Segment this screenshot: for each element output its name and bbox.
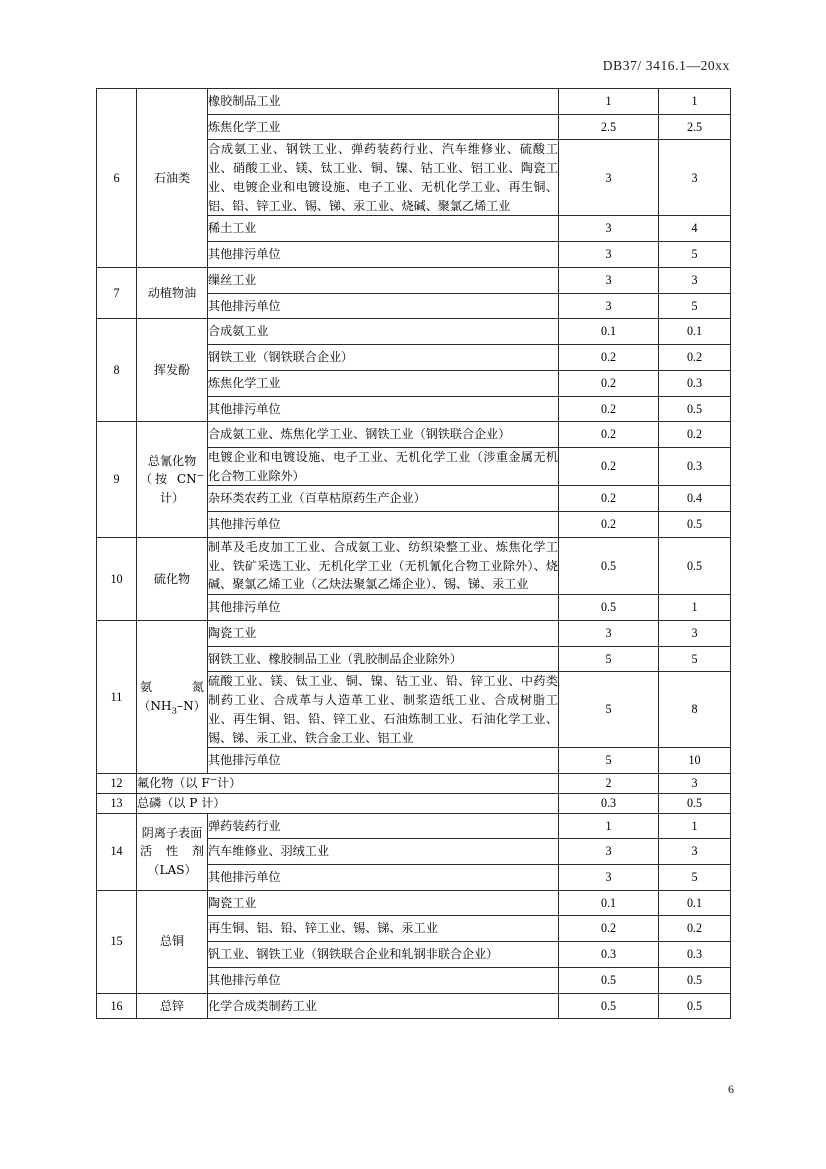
row-number: 15	[97, 890, 137, 993]
table-row	[97, 537, 731, 594]
table-row	[97, 774, 731, 794]
industry-category: 缫丝工业	[208, 267, 559, 293]
limit-value-column2: 3	[659, 839, 731, 865]
limit-value-column1: 2.5	[559, 114, 659, 140]
industry-category: 炼焦化学工业	[208, 114, 559, 140]
limit-value-column2: 10	[659, 748, 731, 774]
limit-value-column1: 5	[559, 748, 659, 774]
table-row	[97, 993, 731, 1019]
pollutant-name	[137, 813, 208, 890]
page-number: 6	[728, 1082, 734, 1096]
limit-value-column2: 8	[659, 672, 731, 748]
limit-value-column2: 0.4	[659, 486, 731, 512]
industry-category: 弹药装药行业	[208, 813, 559, 839]
superscript-minus: −	[196, 471, 204, 482]
row-number: 9	[97, 422, 137, 538]
limit-value-column1: 0.3	[559, 942, 659, 968]
industry-category: 合成氨工业、钢铁工业、弹药装药行业、汽车维修业、硫酸工业、硝酸工业、镁、钛工业、铜、镍、钴工业、铝工业、陶瓷工业、电镀企业和电镀设施、电子工业、无机化学工业、再生铜、铝、铅、锌工业、锡、锑、汞工业、烧碱、聚氯乙烯工业	[208, 140, 559, 216]
limit-value-column2: 0.5	[659, 967, 731, 993]
pollutant-name	[137, 422, 208, 538]
row-number: 12	[97, 774, 137, 794]
row-number: 7	[97, 267, 137, 318]
industry-category: 化学合成类制药工业	[208, 993, 559, 1019]
limit-value-column1: 3	[559, 839, 659, 865]
pollutant-name: 总磷（以 P 计）	[137, 793, 559, 813]
pollutant-name: 挥发酚	[137, 319, 208, 422]
limit-value-column1: 3	[559, 864, 659, 890]
industry-category: 合成氨工业、炼焦化学工业、钢铁工业（钢铁联合企业）	[208, 422, 559, 448]
pollutant-name-line2: 活性剂	[140, 844, 204, 859]
industry-category: 杂环类农药工业（百草枯原药生产企业）	[208, 486, 559, 512]
industry-category: 制革及毛皮加工工业、合成氨工业、纺织染整工业、炼焦化学工业、铁矿采选工业、无机化学工业（无机氰化合物工业除外）、烧碱、聚氯乙烯工业（乙炔法聚氯乙烯企业）、锡、锑、汞工业	[208, 537, 559, 594]
limit-value-column2: 1	[659, 813, 731, 839]
limit-value-column2: 0.5	[659, 993, 731, 1019]
superscript-minus: −	[209, 775, 218, 785]
pollutant-name: 动植物油	[137, 267, 208, 318]
limit-value-column1: 0.2	[559, 512, 659, 538]
limit-value-column1: 3	[559, 293, 659, 319]
pollutant-name: 石油类	[137, 89, 208, 268]
industry-category: 陶瓷工业	[208, 890, 559, 916]
limit-value-column2: 3	[659, 267, 731, 293]
row-number: 16	[97, 993, 137, 1019]
limit-value-column1: 5	[559, 672, 659, 748]
industry-category: 其他排污单位	[208, 967, 559, 993]
pollutant-limits-table	[96, 88, 731, 1019]
limit-value-column2: 3	[659, 774, 731, 794]
limit-value-column1: 0.2	[559, 345, 659, 371]
limit-value-column1: 0.5	[559, 967, 659, 993]
limit-value-column2: 0.3	[659, 942, 731, 968]
limit-value-column1: 3	[559, 242, 659, 268]
table-row	[97, 89, 731, 115]
industry-category: 再生铜、铝、铅、锌工业、锡、锑、汞工业	[208, 916, 559, 942]
limit-value-column2: 0.2	[659, 422, 731, 448]
pollutant-name-line1: 氨 氮	[140, 680, 204, 695]
industry-category: 其他排污单位	[208, 396, 559, 422]
limit-value-column2: 0.3	[659, 370, 731, 396]
industry-category: 其他排污单位	[208, 864, 559, 890]
limit-value-column1: 0.5	[559, 595, 659, 621]
table-row	[97, 620, 731, 646]
industry-category: 合成氨工业	[208, 319, 559, 345]
pollutant-name-line3: 计）	[159, 490, 185, 505]
industry-category: 其他排污单位	[208, 512, 559, 538]
page-header-standard-code: DB37/ 3416.1—20xx	[602, 58, 730, 73]
pollutant-name-formula: $(NH_3-N)$	[138, 698, 206, 717]
table-row	[97, 319, 731, 345]
limit-value-column1: 3	[559, 620, 659, 646]
limit-value-column2: 5	[659, 646, 731, 672]
limit-value-column2: 0.2	[659, 345, 731, 371]
row-number: 14	[97, 813, 137, 890]
limit-value-column1: 0.3	[559, 793, 659, 813]
limit-value-column1: 1	[559, 813, 659, 839]
pollutant-name	[137, 620, 208, 773]
row-number: 11	[97, 620, 137, 773]
table-row	[97, 267, 731, 293]
row-number: 10	[97, 537, 137, 620]
industry-category: 稀土工业	[208, 216, 559, 242]
row-number: 8	[97, 319, 137, 422]
limit-value-column1: 0.5	[559, 993, 659, 1019]
limit-value-column2: 5	[659, 293, 731, 319]
limit-value-column2: 0.1	[659, 319, 731, 345]
pollutant-name: 硫化物	[137, 537, 208, 620]
row-number: 13	[97, 793, 137, 813]
table-row	[97, 813, 731, 839]
row-number: 6	[97, 89, 137, 268]
limit-value-column2: 1	[659, 595, 731, 621]
limit-value-column2: 0.5	[659, 396, 731, 422]
table-row	[97, 793, 731, 813]
pollutant-name-line1: 总氰化物	[147, 453, 197, 468]
industry-category: 钒工业、钢铁工业（钢铁联合企业和轧钢非联合企业）	[208, 942, 559, 968]
industry-category: 陶瓷工业	[208, 620, 559, 646]
pollutant-name-line1: 阴离子表面	[141, 825, 203, 840]
limit-value-column1: 2	[559, 774, 659, 794]
limit-value-column1: 0.5	[559, 537, 659, 594]
industry-category: 汽车维修业、羽绒工业	[208, 839, 559, 865]
table-row	[97, 422, 731, 448]
limit-value-column2: 0.1	[659, 890, 731, 916]
pollutant-name: 氟化物（以 F−计）	[137, 774, 559, 794]
limit-value-column1: 5	[559, 646, 659, 672]
limit-value-column1: 1	[559, 89, 659, 115]
limit-value-column2: 4	[659, 216, 731, 242]
limit-value-column1: 0.1	[559, 319, 659, 345]
limit-value-column2: 0.5	[659, 793, 731, 813]
pollutant-name: 总锌	[137, 993, 208, 1019]
limit-value-column1: 0.2	[559, 448, 659, 486]
industry-category: 橡胶制品工业	[208, 89, 559, 115]
industry-category: 其他排污单位	[208, 748, 559, 774]
limit-value-column1: 0.2	[559, 370, 659, 396]
limit-value-column1: 0.2	[559, 916, 659, 942]
industry-category: 其他排污单位	[208, 293, 559, 319]
table-row	[97, 890, 731, 916]
limit-value-column2: 3	[659, 620, 731, 646]
limit-value-column2: 0.3	[659, 448, 731, 486]
limit-value-column1: 0.2	[559, 486, 659, 512]
industry-category: 电镀企业和电镀设施、电子工业、无机化学工业（涉重金属无机化合物工业除外）	[208, 448, 559, 486]
limit-value-column2: 5	[659, 242, 731, 268]
limit-value-column1: 0.2	[559, 396, 659, 422]
limit-value-column2: 0.5	[659, 537, 731, 594]
limit-value-column2: 3	[659, 140, 731, 216]
limit-value-column2: 2.5	[659, 114, 731, 140]
limit-value-column2: 0.2	[659, 916, 731, 942]
limit-value-column2: 0.5	[659, 512, 731, 538]
limit-value-column2: 1	[659, 89, 731, 115]
pollutant-name-line2: （按 CN−	[140, 471, 204, 487]
limit-value-column2: 5	[659, 864, 731, 890]
subscript-three: 3	[171, 706, 178, 717]
industry-category: 其他排污单位	[208, 595, 559, 621]
pollutant-name-line3: （LAS）	[147, 862, 197, 877]
limit-value-column1: 0.2	[559, 422, 659, 448]
industry-category: 钢铁工业、橡胶制品工业（乳胶制品企业除外）	[208, 646, 559, 672]
industry-category: 炼焦化学工业	[208, 370, 559, 396]
pollutant-name: 总铜	[137, 890, 208, 993]
limit-value-column1: 3	[559, 140, 659, 216]
limit-value-column1: 3	[559, 216, 659, 242]
limit-value-column1: 3	[559, 267, 659, 293]
limit-value-column1: 0.1	[559, 890, 659, 916]
industry-category: 其他排污单位	[208, 242, 559, 268]
industry-category: 钢铁工业（钢铁联合企业）	[208, 345, 559, 371]
industry-category: 硫酸工业、镁、钛工业、铜、镍、钴工业、铅、锌工业、中药类制药工业、合成革与人造革工业、制浆造纸工业、合成树脂工业、再生铜、铝、铅、锌工业、石油炼制工业、石油化学工业、锡、锑、汞工业、铁合金工业、铝工业	[208, 672, 559, 748]
